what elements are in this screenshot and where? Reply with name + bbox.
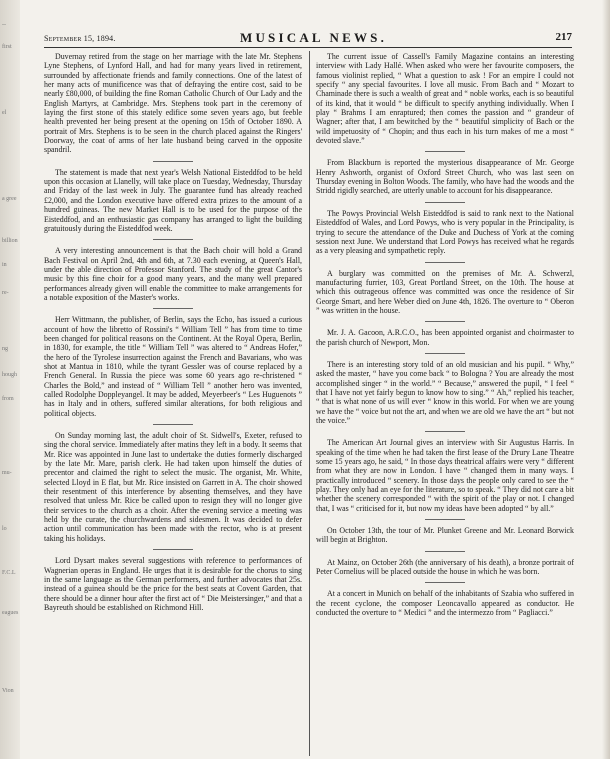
section-divider [153, 549, 193, 550]
news-paragraph: A burglary was committed on the premises of Mr. A. Schwerzl, manufacturing furrier, 103, Great Portland Street, on the 10th. The house at which this outrageous offence was committed was once the residence of Sir George Smart, and here Weber died on June 4th, 1826. The overture to “ Oberon ” was written in the house. [316, 268, 574, 315]
news-paragraph: The current issue of Cassell's Family Magazine contains an interesting interview with Lady Hallé. When asked who were her favourite composers, the famous violinist replied, “ What a question to ask ! For an empire I could not specify “ any special favourites. I love all music. From Bach and “ Mozart to Chaminade there is such a wealth of great and “ noble works, each is so beautiful of its kind, that it would “ be difficult to specify anything individually. When I play “ Brahms I am enraptured; then comes the passion and “ grandeur of Wagner; after that, I am bewitched by the “ beautiful simplicity of Bach or the wild impetuosity of “ Chopin; and thus each in his turn makes of me a most “ devoted slave.” [316, 52, 574, 146]
margin-fragment: re- [2, 290, 9, 296]
section-divider [425, 321, 465, 322]
section-divider [425, 262, 465, 263]
margin-fragment: mu- [2, 470, 12, 476]
issue-date: September 15, 1894. [44, 34, 116, 43]
header-rule [44, 47, 572, 48]
section-divider [425, 151, 465, 152]
margin-fragment: hough [2, 372, 17, 378]
section-divider [153, 424, 193, 425]
margin-fragment: billion [2, 238, 18, 244]
margin-fragment: ng [2, 346, 8, 352]
section-divider [425, 431, 465, 432]
news-paragraph: A very interesting announcement is that the Bach choir will hold a Grand Bach Festival on April 2nd, 4th and 6th, at 7.30 each evening, at Queen's Hall, under the able direction of Professor Stanford. The study of the great Cantor's music by this fine choir for a good many years, and the many well prepared performances already given will enable the committee to make arrangements for a notable exposition of the Master's works. [44, 246, 302, 302]
margin-fragment: a gree [2, 196, 17, 202]
section-divider [153, 308, 193, 309]
margin-fragment: eagues [2, 610, 19, 616]
right-column [316, 52, 574, 752]
news-paragraph: On Sunday morning last, the adult choir of St. Sidwell's, Exeter, refused to sing the choral service. Immediately after matins they left in a body. It seems that Mr. Rice was appointed in June last to undertake the duties formerly discharged by the late Mr. Mare, parish clerk. He had taken upon himself the duties of precentor and claimed the right to select the music. The organist, Mr. White, selected Lloyd in E flat, but Mr. Rice insisted on Garrett in A. The choir showed their resentment of this interference by absenting themselves, and they have resolved that unless Mr. Rice be called upon to resign they will no longer give their services to the church as a choir. After the evening service a meeting was held by the curate, the churchwardens and sidesmen. It was decided to defer action until communication has been made with the rector, who is at present taking his holidays. [44, 431, 302, 543]
news-paragraph: On October 13th, the tour of Mr. Plunket Greene and Mr. Leonard Borwick will begin at Brighton. [316, 526, 574, 545]
news-paragraph: The statement is made that next year's Welsh National Eisteddfod to be held upon this occasion at Llanelly, will take place on Tuesday, Wednesday, Thursday and Friday of the last week in July. The guarantee fund has already reached £2,000, and the London executive have offered extra prizes to the amount of a hundred guineas. The new Market Hall is to be used for the purpose of the Eisteddfod, and an enthusiastic gas company has arranged to light the building gratuitously during the Eisteddfod week. [44, 167, 302, 233]
margin-fragment: el [2, 110, 7, 116]
section-divider [425, 551, 465, 552]
left-column [44, 52, 302, 752]
section-divider [425, 519, 465, 520]
column-divider [309, 51, 310, 756]
margin-fragment: F.C.L [2, 570, 16, 576]
news-paragraph: Mr. J. A. Gacoon, A.R.C.O., has been appointed organist and choirmaster to the parish church of Newport, Mon. [316, 328, 574, 347]
news-paragraph: At a concert in Munich on behalf of the inhabitants of Szabia who suffered in the recent cyclone, the composer Leoncavallo appeared as conductor. He conducted the overture to “ Medici ” and the intermezzo from “ Pagliacci.” [316, 589, 574, 618]
running-head [44, 30, 572, 46]
publication-title: MUSICAL NEWS. [240, 30, 388, 45]
margin-fragment: Vion [2, 688, 14, 694]
margin-fragment: from [2, 396, 14, 402]
section-divider [153, 239, 193, 240]
news-paragraph: There is an interesting story told of an old musician and his pupil. “ Why,” asked the master, “ have you come back “ to Bologna ? You are already the most accomplished singer “ in the world.” “ Because,” answered the pupil, “ I feel “ that I have not yet fairly begun to know how to sing.” “ Ah,” replied his teacher, “ that is what none of us will ever “ know in this world. For when we are young we have the “ voice but not the art, and when we are old we have the art “ but not the voice.” [316, 359, 574, 425]
margin-fragment: lo [2, 526, 7, 532]
page-edge [602, 0, 610, 759]
news-paragraph: The American Art Journal gives an interview with Sir Augustus Harris. In speaking of the time when he had taken the first lease of the Drury Lane Theatre some 15 years ago, he said, “ In those days theatrical affairs were very “ different from what they are now in London. I have “ changed them in many ways. I practically introduced “ scenery. In those days the people only cared to see the “ play. They only had an eye for the literature, so to speak. “ They did not care a bit whether the scenery corresponded “ with the spirit of the play or not. I changed that, I was “ criticised for it, but now my ideas have been adopted “ by all.” [316, 438, 574, 513]
news-paragraph: The Powys Provincial Welsh Eisteddfod is said to rank next to the National Eisteddfod of Wales, and Lord Powys, who is very popular in the Principality, is trying to secure the attendance of the Duke and Duchess of York at the coming session next June. We understand that Lord Powys has received what he regards as a very pleasing and sympathetic reply. [316, 208, 574, 256]
section-divider [425, 202, 465, 203]
section-divider [425, 353, 465, 354]
margin-fragment: -- [2, 22, 6, 28]
margin-fragment: in [2, 262, 7, 268]
section-divider [425, 582, 465, 583]
news-paragraph: From Blackburn is reported the mysterious disappearance of Mr. George Henry Ashworth, organist of Oxford Street Church, who was last seen on Thursday evening in Bolton Woods. The family, who have had the woods and the Stridd rigidly searched, are utterly unable to account for his disappearance. [316, 158, 574, 196]
news-paragraph: Duvernay retired from the stage on her marriage with the late Mr. Stephens Lyne Stephens, of Lynford Hall, and had for many years lived in retirement, surrounded by affectionate friends and family connections. One of the latest of her many acts of munificence was that of defraying the entire cost, said to be nearly £80,000, of building the fine Roman Catholic Church of Our Lady and the English Martyrs, at Cambridge. Mrs. Stephens took part in the ceremony of laying the first stone of this stately edifice some seven years ago, but feeble health prevented her being present at the opening on 15th of October 1890. A portrait of Mrs. Stephens is to be seen in the church placed against the Ringers' Doorway, the coat of arms of her late husband being carved in the opposite spandril. [44, 52, 302, 155]
news-paragraph: Lord Dysart makes several suggestions with reference to performances of Wagnerian operas in England. He urges that it is desirable for the chorus to sing in the same language as the German performers, and further advocates that 25s. instead of a guinea should be the price for the best seats at Covent Garden, that there should be a dinner hour after the first act of “ Die Meistersinger,” and that a Bayreuth should be established on Richmond Hill. [44, 556, 302, 612]
news-paragraph: Herr Wittmann, the publisher, of Berlin, says the Echo, has issued a curious account of how the libretto of Rossini's “ William Tell ” has from time to time been changed for political reasons on the Continent. At the Royal Opera, Berlin, in 1830, for example, the title “ William Tell ” was altered to “ Andreas Hofer,” the hero of the Tyrolese insurrection against the French and Bavarians, who was shot at Mantua in 1810, while the tyrant Gessler was of course replaced by a French General. In Russia the piece was some 60 years ago re-christened “ Charles the Bold,” and instead of “ William Tell ” another hero was invented, called Rodolphe Doppleyangel. It may be added, Meyerbeer's “ Les Huguenots ” has in Italy and in others, suffered similar alterations, for both religious and political objects. [44, 315, 302, 418]
section-divider [153, 161, 193, 162]
news-paragraph: At Mainz, on October 26th (the anniversary of his death), a bronze portrait of Peter Cornelius will be placed outside the house in which he was born. [316, 557, 574, 577]
binding-gutter [0, 0, 20, 759]
page-number: 217 [555, 31, 572, 43]
margin-fragment: first [2, 44, 12, 50]
